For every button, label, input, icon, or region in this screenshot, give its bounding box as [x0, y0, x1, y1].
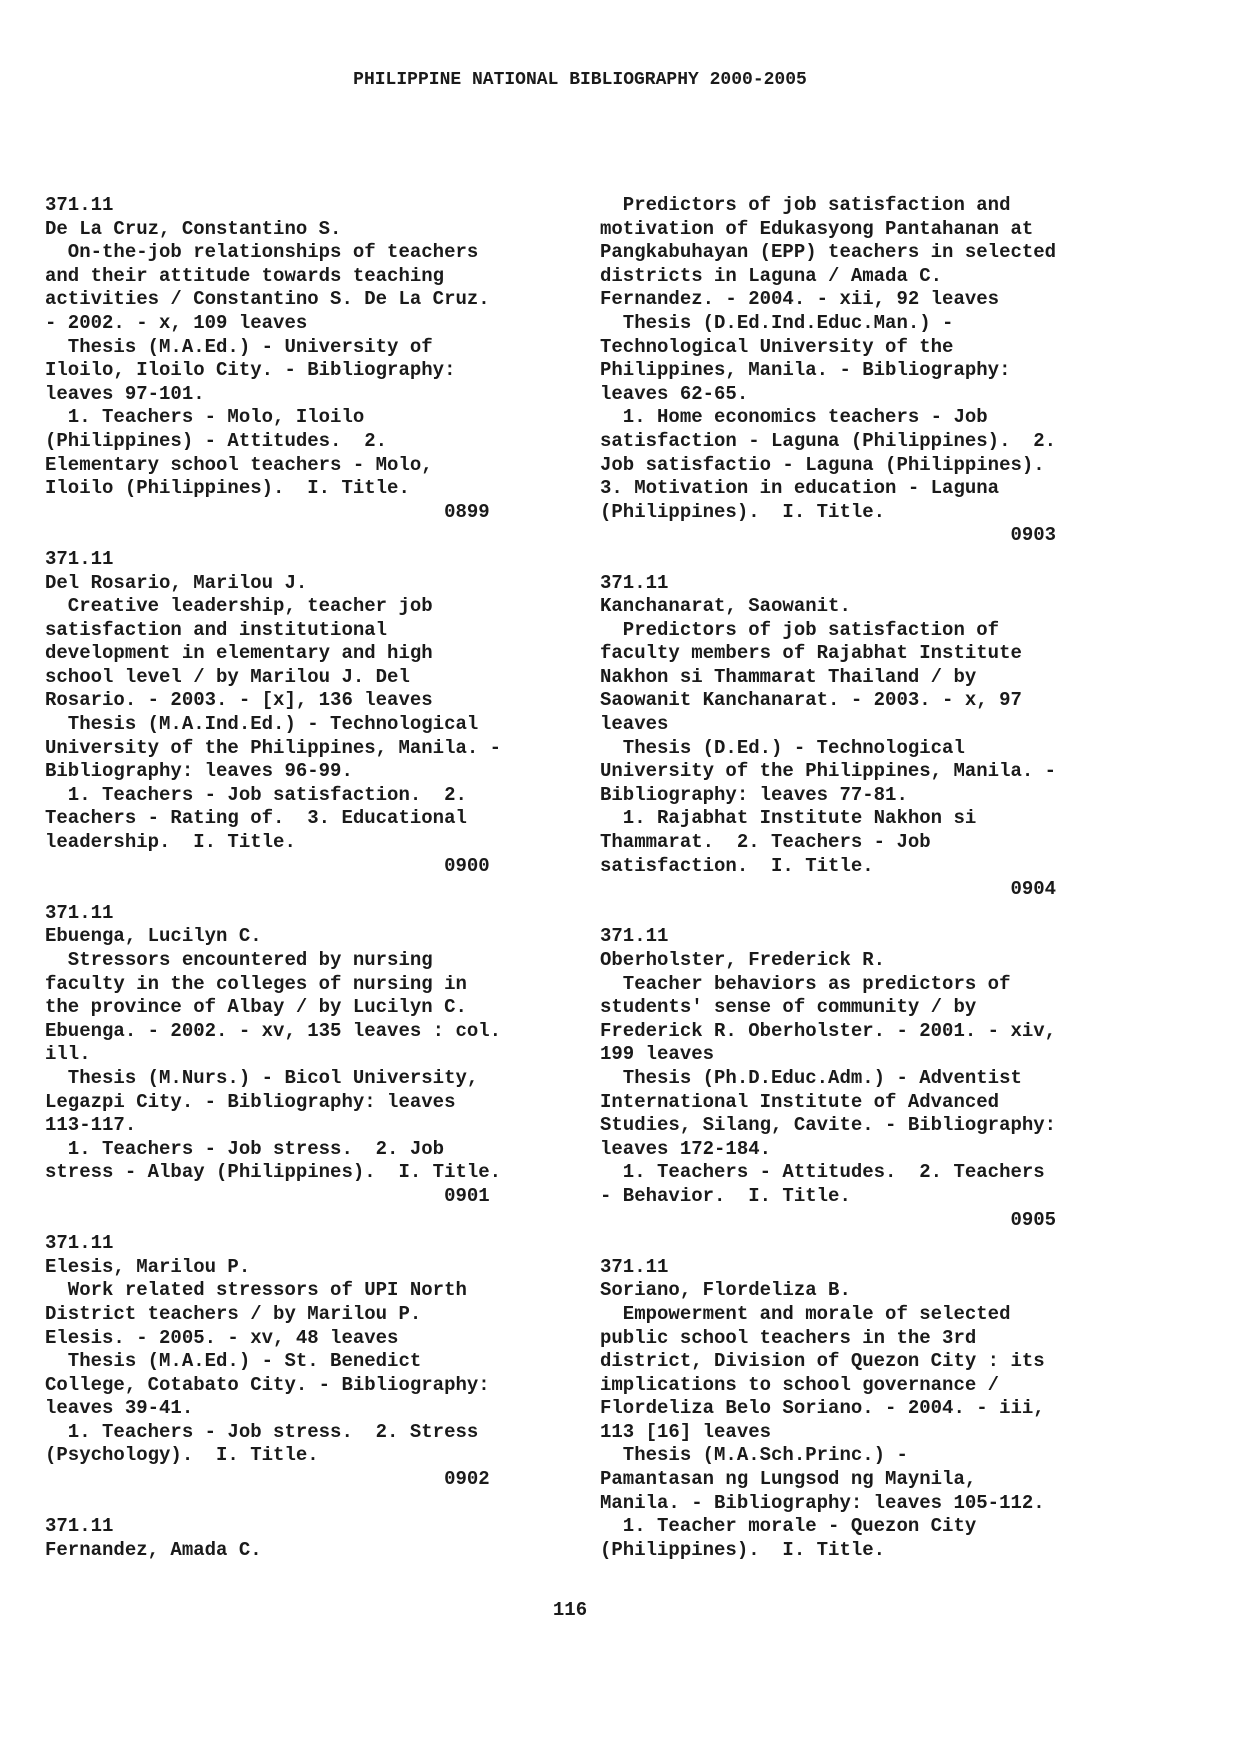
entry-line: (Philippines) - Attitudes. 2.: [45, 429, 388, 452]
entry-line: [45, 878, 555, 902]
entry-line: Legazpi City. - Bibliography: leaves: [45, 1090, 456, 1113]
entry-line: Elesis. - 2005. - xv, 48 leaves: [45, 1326, 399, 1349]
entry-line: ill.: [45, 1043, 91, 1066]
entry-line: Empowerment and morale of selected: [600, 1302, 1011, 1325]
entry-line: (Philippines). I. Title.: [600, 500, 886, 523]
entry-line: school level / by Marilou J. Del: [45, 665, 410, 688]
entry-line: Pamantasan ng Lungsod ng Maynila,: [600, 1468, 977, 1491]
entry-line: Thesis (M.A.Ind.Ed.) - Technological: [45, 713, 479, 736]
entry-line: Teachers - Rating of. 3. Educational: [45, 807, 467, 830]
entry-line: Thesis (D.Ed.Ind.Educ.Man.) -: [600, 311, 954, 334]
entry-line: 0900: [45, 854, 490, 877]
entry-line: leaves 39-41.: [45, 1397, 194, 1420]
entry-line: Iloilo (Philippines). I. Title.: [45, 477, 410, 500]
entry-line: Soriano, Flordeliza B.: [600, 1279, 851, 1302]
entry-line: satisfaction and institutional: [45, 618, 388, 641]
entry-line: Work related stressors of UPI North: [45, 1279, 467, 1302]
entry-line: 0904: [600, 878, 1057, 901]
entry-line: Job satisfactio - Laguna (Philippines).: [600, 453, 1045, 476]
entry-line: faculty members of Rajabhat Institute: [600, 642, 1022, 665]
entry-line: Fernandez. - 2004. - xii, 92 leaves: [600, 288, 1000, 311]
right-column: [600, 194, 1110, 1562]
entry-line: 371.11: [600, 1255, 669, 1278]
entry-line: leaves 172-184.: [600, 1137, 772, 1160]
entry-line: 1. Teachers - Job stress. 2. Stress: [45, 1420, 479, 1443]
entry-line: Bibliography: leaves 96-99.: [45, 760, 353, 783]
entry-line: motivation of Edukasyong Pantahanan at: [600, 217, 1034, 240]
entry-line: 0902: [45, 1468, 490, 1491]
entry-line: Kanchanarat, Saowanit.: [600, 595, 851, 618]
entry-line: the province of Albay / by Lucilyn C.: [45, 996, 467, 1019]
entry-line: 1. Teachers - Job satisfaction. 2.: [45, 783, 467, 806]
entry-line: Saowanit Kanchanarat. - 2003. - x, 97: [600, 689, 1022, 712]
entry-line: Thesis (M.A.Ed.) - University of: [45, 335, 433, 358]
entry-line: 1. Teacher morale - Quezon City: [600, 1515, 977, 1538]
entry-line: [45, 1209, 555, 1233]
entry-line: Rosario. - 2003. - [x], 136 leaves: [45, 689, 433, 712]
entry-line: Studies, Silang, Cavite. - Bibliography:: [600, 1114, 1057, 1137]
entry-line: 0905: [600, 1208, 1057, 1231]
entry-line: 1. Home economics teachers - Job: [600, 406, 988, 429]
entry-line: International Institute of Advanced: [600, 1090, 1000, 1113]
entry-line: 371.11: [45, 1515, 114, 1538]
entry-line: Flordeliza Belo Soriano. - 2004. - iii,: [600, 1397, 1045, 1420]
entry-line: 113-117.: [45, 1114, 137, 1137]
entry-line: leadership. I. Title.: [45, 831, 296, 854]
entry-line: Bibliography: leaves 77-81.: [600, 783, 908, 806]
entry-line: district, Division of Quezon City : its: [600, 1350, 1045, 1373]
entry-line: Thammarat. 2. Teachers - Job: [600, 831, 931, 854]
entry-line: Elementary school teachers - Molo,: [45, 453, 433, 476]
entry-line: 3. Motivation in education - Laguna: [600, 477, 1000, 500]
entry-line: stress - Albay (Philippines). I. Title.: [45, 1161, 502, 1184]
entry-line: 0899: [45, 500, 490, 523]
entry-line: districts in Laguna / Amada C.: [600, 264, 943, 287]
page-header-title: PHILIPPINE NATIONAL BIBLIOGRAPHY 2000-2005: [353, 70, 807, 90]
entry-line: 1. Teachers - Job stress. 2. Job: [45, 1137, 445, 1160]
entry-line: - 2002. - x, 109 leaves: [45, 311, 308, 334]
entry-line: Fernandez, Amada C.: [45, 1538, 262, 1561]
entry-line: students' sense of community / by: [600, 996, 977, 1019]
entry-line: leaves: [600, 713, 669, 736]
entry-line: Predictors of job satisfaction and: [600, 194, 1011, 216]
entry-line: 1. Teachers - Molo, Iloilo: [45, 406, 365, 429]
entry-line: satisfaction. I. Title.: [600, 854, 874, 877]
entry-line: [45, 1492, 555, 1516]
entry-line: Thesis (M.A.Sch.Princ.) -: [600, 1444, 908, 1467]
entry-line: University of the Philippines, Manila. -: [45, 736, 502, 759]
entry-line: 371.11: [45, 194, 114, 216]
page-number: 116: [552, 1599, 588, 1621]
entry-line: Del Rosario, Marilou J.: [45, 571, 308, 594]
entry-line: 371.11: [600, 571, 669, 594]
entry-line: (Psychology). I. Title.: [45, 1444, 319, 1467]
entry-line: Thesis (D.Ed.) - Technological: [600, 736, 965, 759]
entry-line: and their attitude towards teaching: [45, 264, 445, 287]
entry-line: Thesis (M.A.Ed.) - St. Benedict: [45, 1350, 422, 1373]
entry-line: Thesis (Ph.D.Educ.Adm.) - Adventist: [600, 1066, 1022, 1089]
entry-line: development in elementary and high: [45, 642, 433, 665]
entry-line: 371.11: [45, 901, 114, 924]
entry-line: On-the-job relationships of teachers: [45, 241, 479, 264]
entry-line: Ebuenga, Lucilyn C.: [45, 925, 262, 948]
entry-line: Manila. - Bibliography: leaves 105-112.: [600, 1491, 1045, 1514]
entry-line: [600, 548, 1110, 572]
entry-line: Predictors of job satisfaction of: [600, 618, 1000, 641]
entry-line: activities / Constantino S. De La Cruz.: [45, 288, 490, 311]
entry-line: 113 [16] leaves: [600, 1420, 772, 1443]
entry-line: implications to school governance /: [600, 1373, 1000, 1396]
entry-line: (Philippines). I. Title.: [600, 1538, 886, 1561]
entry-line: faculty in the colleges of nursing in: [45, 972, 467, 995]
entry-line: Creative leadership, teacher job: [45, 595, 433, 618]
entry-line: 1. Rajabhat Institute Nakhon si: [600, 807, 977, 830]
entry-line: Oberholster, Frederick R.: [600, 949, 886, 971]
entry-line: 0901: [45, 1184, 490, 1207]
entry-line: 1. Teachers - Attitudes. 2. Teachers: [600, 1161, 1045, 1184]
entry-line: [600, 1232, 1110, 1256]
entry-line: Philippines, Manila. - Bibliography:: [600, 359, 1011, 382]
entry-line: [45, 524, 555, 548]
entry-line: Technological University of the: [600, 335, 954, 358]
entry-line: leaves 97-101.: [45, 382, 205, 405]
entry-line: 0903: [600, 524, 1057, 547]
entry-line: District teachers / by Marilou P.: [45, 1302, 422, 1325]
left-column: [45, 194, 555, 1562]
entry-line: Ebuenga. - 2002. - xv, 135 leaves : col.: [45, 1019, 502, 1042]
entry-line: Thesis (M.Nurs.) - Bicol University,: [45, 1066, 479, 1089]
entry-line: Teacher behaviors as predictors of: [600, 972, 1011, 995]
entry-line: University of the Philippines, Manila. -: [600, 760, 1057, 783]
entry-line: - Behavior. I. Title.: [600, 1184, 851, 1207]
entry-line: Elesis, Marilou P.: [45, 1255, 251, 1278]
entry-line: College, Cotabato City. - Bibliography:: [45, 1373, 490, 1396]
entry-line: Iloilo, Iloilo City. - Bibliography:: [45, 359, 456, 382]
entry-line: Frederick R. Oberholster. - 2001. - xiv,: [600, 1019, 1057, 1042]
entry-line: De La Cruz, Constantino S.: [45, 217, 342, 240]
entry-line: Nakhon si Thammarat Thailand / by: [600, 665, 977, 688]
entry-line: 371.11: [600, 925, 669, 948]
entry-line: satisfaction - Laguna (Philippines). 2.: [600, 429, 1057, 452]
entry-line: 371.11: [45, 1232, 114, 1255]
entry-line: Stressors encountered by nursing: [45, 949, 433, 971]
entry-line: public school teachers in the 3rd: [600, 1326, 977, 1349]
entry-line: Pangkabuhayan (EPP) teachers in selected: [600, 241, 1057, 264]
entry-line: [600, 902, 1110, 926]
entry-line: 199 leaves: [600, 1043, 715, 1066]
entry-line: leaves 62-65.: [600, 382, 749, 405]
entry-line: 371.11: [45, 547, 114, 570]
